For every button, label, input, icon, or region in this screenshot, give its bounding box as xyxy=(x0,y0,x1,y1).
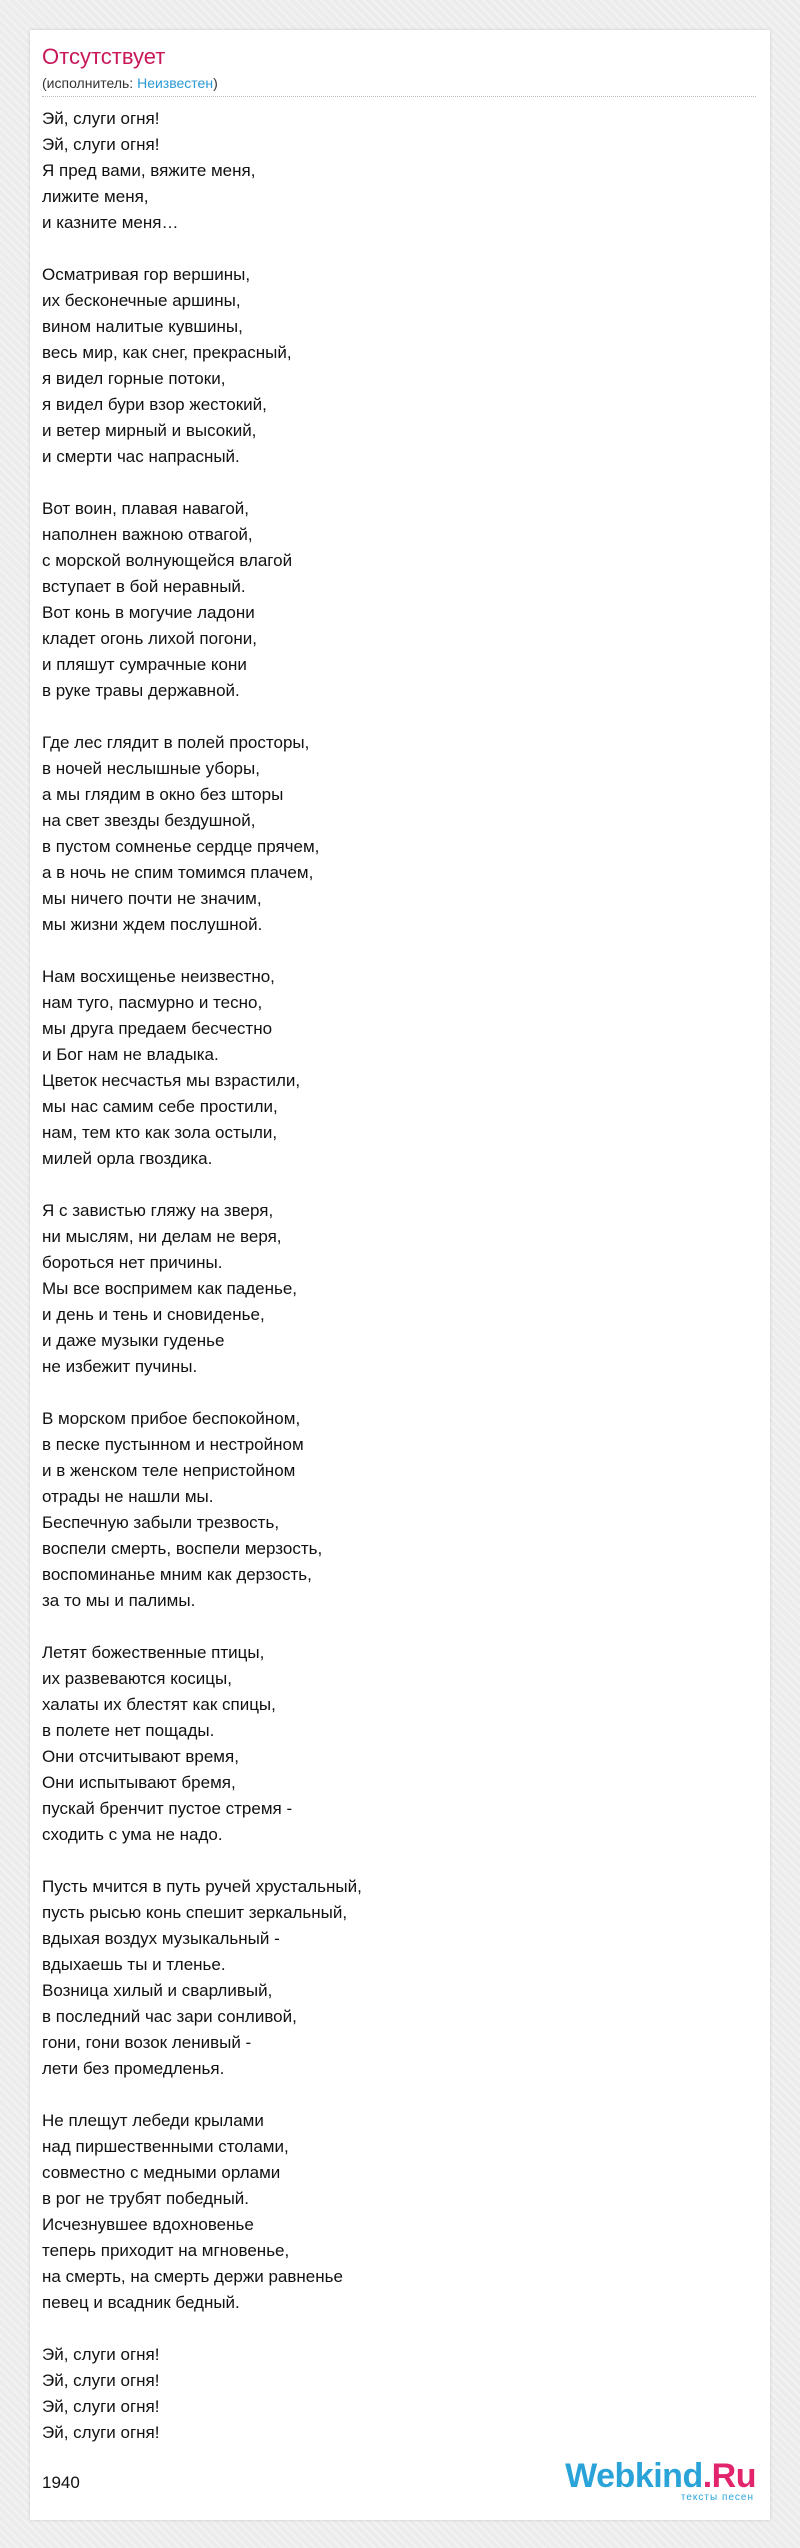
lyrics-line: в ночей неслышные уборы, xyxy=(42,759,260,778)
lyrics-text xyxy=(42,106,742,2472)
lyrics-stanza xyxy=(42,2108,742,2316)
lyrics-line: вдыхаешь ты и тленье. xyxy=(42,1955,226,1974)
lyrics-line: на свет звезды бездушной, xyxy=(42,811,256,830)
lyrics-stanza xyxy=(42,496,742,704)
lyrics-line: Они отсчитывают время, xyxy=(42,1747,239,1766)
lyrics-line: я видел бури взор жестокий, xyxy=(42,395,267,414)
year-text: 1940 xyxy=(42,2473,80,2492)
lyrics-line: мы жизни ждем послушной. xyxy=(42,915,263,934)
performer-prefix: (исполнитель: xyxy=(42,75,138,91)
lyrics-line: в руке травы державной. xyxy=(42,681,240,700)
lyrics-line: Эй, слуги огня! xyxy=(42,135,160,154)
lyrics-line: мы нас самим себе простили, xyxy=(42,1097,278,1116)
lyrics-line: в рог не трубят победный. xyxy=(42,2189,250,2208)
lyrics-line: их бесконечные аршины, xyxy=(42,291,241,310)
lyrics-line: весь мир, как снег, прекрасный, xyxy=(42,343,292,362)
lyrics-line: нам, тем кто как зола остыли, xyxy=(42,1123,278,1142)
lyrics-line: сходить с ума не надо. xyxy=(42,1825,223,1844)
lyrics-line: Эй, слуги огня! xyxy=(42,2371,160,2390)
lyrics-line: за то мы и палимы. xyxy=(42,1591,196,1610)
lyrics-line: Вот воин, плавая навагой, xyxy=(42,499,249,518)
lyrics-line: мы ничего почти не значим, xyxy=(42,889,262,908)
lyrics-line: лети без промедленья. xyxy=(42,2059,225,2078)
logo-subtitle: тексты песен xyxy=(680,2492,754,2503)
lyrics-line: певец и всадник бедный. xyxy=(42,2293,240,2312)
lyrics-line: теперь приходит на мгновенье, xyxy=(42,2241,290,2260)
lyrics-stanza xyxy=(42,1874,742,2082)
lyrics-line: и смерти час напрасный. xyxy=(42,447,240,466)
lyrics-line: Я пред вами, вяжите меня, xyxy=(42,161,256,180)
lyrics-line: кладет огонь лихой погони, xyxy=(42,629,257,648)
lyrics-stanza xyxy=(42,106,742,236)
lyrics-line: отрады не нашли мы. xyxy=(42,1487,214,1506)
lyrics-stanza xyxy=(42,730,742,938)
lyrics-line: Беспечную забыли трезвость, xyxy=(42,1513,280,1532)
logo-tld-text: .Ru xyxy=(702,2457,756,2495)
lyrics-line: Эй, слуги огня! xyxy=(42,2397,160,2416)
lyrics-line: Мы все воспримем как паденье, xyxy=(42,1279,298,1298)
lyrics-line: в последний час зари сонливой, xyxy=(42,2007,297,2026)
lyrics-stanza xyxy=(42,2342,742,2446)
lyrics-line: нам туго, пасмурно и тесно, xyxy=(42,993,263,1012)
lyrics-line: гони, гони возок ленивый - xyxy=(42,2033,252,2052)
lyrics-stanza xyxy=(42,1406,742,1614)
performer-line xyxy=(42,74,218,92)
lyrics-line: не избежит пучины. xyxy=(42,1357,198,1376)
lyrics-stanza xyxy=(42,262,742,470)
lyrics-line: халаты их блестят как спицы, xyxy=(42,1695,276,1714)
lyrics-stanza xyxy=(42,964,742,1172)
lyrics-line: Я с завистью гляжу на зверя, xyxy=(42,1201,274,1220)
lyrics-line: их развеваются косицы, xyxy=(42,1669,232,1688)
webkind-logo[interactable] xyxy=(565,2458,756,2504)
lyrics-line: ни мыслям, ни делам не веря, xyxy=(42,1227,282,1246)
lyrics-line: с морской волнующейся влагой xyxy=(42,551,293,570)
lyrics-line: воспоминанье мним как дерзость, xyxy=(42,1565,312,1584)
lyrics-line: и в женском теле непристойном xyxy=(42,1461,296,1480)
lyrics-line: а мы глядим в окно без шторы xyxy=(42,785,284,804)
lyrics-line: над пиршественными столами, xyxy=(42,2137,289,2156)
lyrics-line: Исчезнувшее вдохновенье xyxy=(42,2215,254,2234)
lyrics-line: Пусть мчится в путь ручей хрустальный, xyxy=(42,1877,362,1896)
lyrics-line: совместно с медными орлами xyxy=(42,2163,281,2182)
lyrics-card xyxy=(30,30,770,2520)
lyrics-stanza xyxy=(42,1198,742,1380)
lyrics-stanza xyxy=(42,1640,742,1848)
lyrics-line: пускай бренчит пустое стремя - xyxy=(42,1799,293,1818)
lyrics-line: а в ночь не спим томимся плачем, xyxy=(42,863,314,882)
lyrics-line: вином налитые кувшины, xyxy=(42,317,243,336)
performer-link[interactable]: Неизвестен xyxy=(137,75,214,91)
lyrics-line: и пляшут сумрачные кони xyxy=(42,655,247,674)
lyrics-line: Где лес глядит в полей просторы, xyxy=(42,733,310,752)
lyrics-line: бороться нет причины. xyxy=(42,1253,223,1272)
title-divider xyxy=(42,96,756,97)
lyrics-line: и Бог нам не владыка. xyxy=(42,1045,219,1064)
lyrics-line: Цветок несчастья мы взрастили, xyxy=(42,1071,301,1090)
lyrics-line: Они испытывают бремя, xyxy=(42,1773,236,1792)
lyrics-line: милей орла гвоздика. xyxy=(42,1149,213,1168)
lyrics-line: Эй, слуги огня! xyxy=(42,109,160,128)
lyrics-line: лижите меня, xyxy=(42,187,149,206)
lyrics-line: и казните меня… xyxy=(42,213,179,232)
lyrics-line: вступает в бой неравный. xyxy=(42,577,246,596)
lyrics-line: воспели смерть, воспели мерзость, xyxy=(42,1539,323,1558)
lyrics-line: Нам восхищенье неизвестно, xyxy=(42,967,275,986)
song-title: Отсутствует xyxy=(42,44,166,69)
lyrics-line: Летят божественные птицы, xyxy=(42,1643,265,1662)
lyrics-line: Эй, слуги огня! xyxy=(42,2423,160,2442)
lyrics-line: наполнен важною отвагой, xyxy=(42,525,253,544)
lyrics-line: Эй, слуги огня! xyxy=(42,2345,160,2364)
lyrics-line: Не плещут лебеди крылами xyxy=(42,2111,264,2130)
logo-main-text: Webkind xyxy=(565,2457,703,2495)
lyrics-line: я видел горные потоки, xyxy=(42,369,226,388)
lyrics-line: мы друга предаем бесчестно xyxy=(42,1019,273,1038)
lyrics-line: в песке пустынном и нестройном xyxy=(42,1435,304,1454)
lyrics-line: вдыхая воздух музыкальный - xyxy=(42,1929,280,1948)
lyrics-line: Осматривая гор вершины, xyxy=(42,265,251,284)
lyrics-line: В морском прибое беспокойном, xyxy=(42,1409,301,1428)
lyrics-line: Вот конь в могучие ладони xyxy=(42,603,255,622)
lyrics-line: пусть рысью конь спешит зеркальный, xyxy=(42,1903,348,1922)
lyrics-line: в пустом сомненье сердце прячем, xyxy=(42,837,320,856)
lyrics-line: Возница хилый и сварливый, xyxy=(42,1981,273,2000)
lyrics-line: и день и тень и сновиденье, xyxy=(42,1305,265,1324)
lyrics-line: и ветер мирный и высокий, xyxy=(42,421,257,440)
performer-suffix: ) xyxy=(213,75,218,91)
lyrics-line: и даже музыки гуденье xyxy=(42,1331,225,1350)
lyrics-line: в полете нет пощады. xyxy=(42,1721,215,1740)
lyrics-line: на смерть, на смерть держи равненье xyxy=(42,2267,343,2286)
